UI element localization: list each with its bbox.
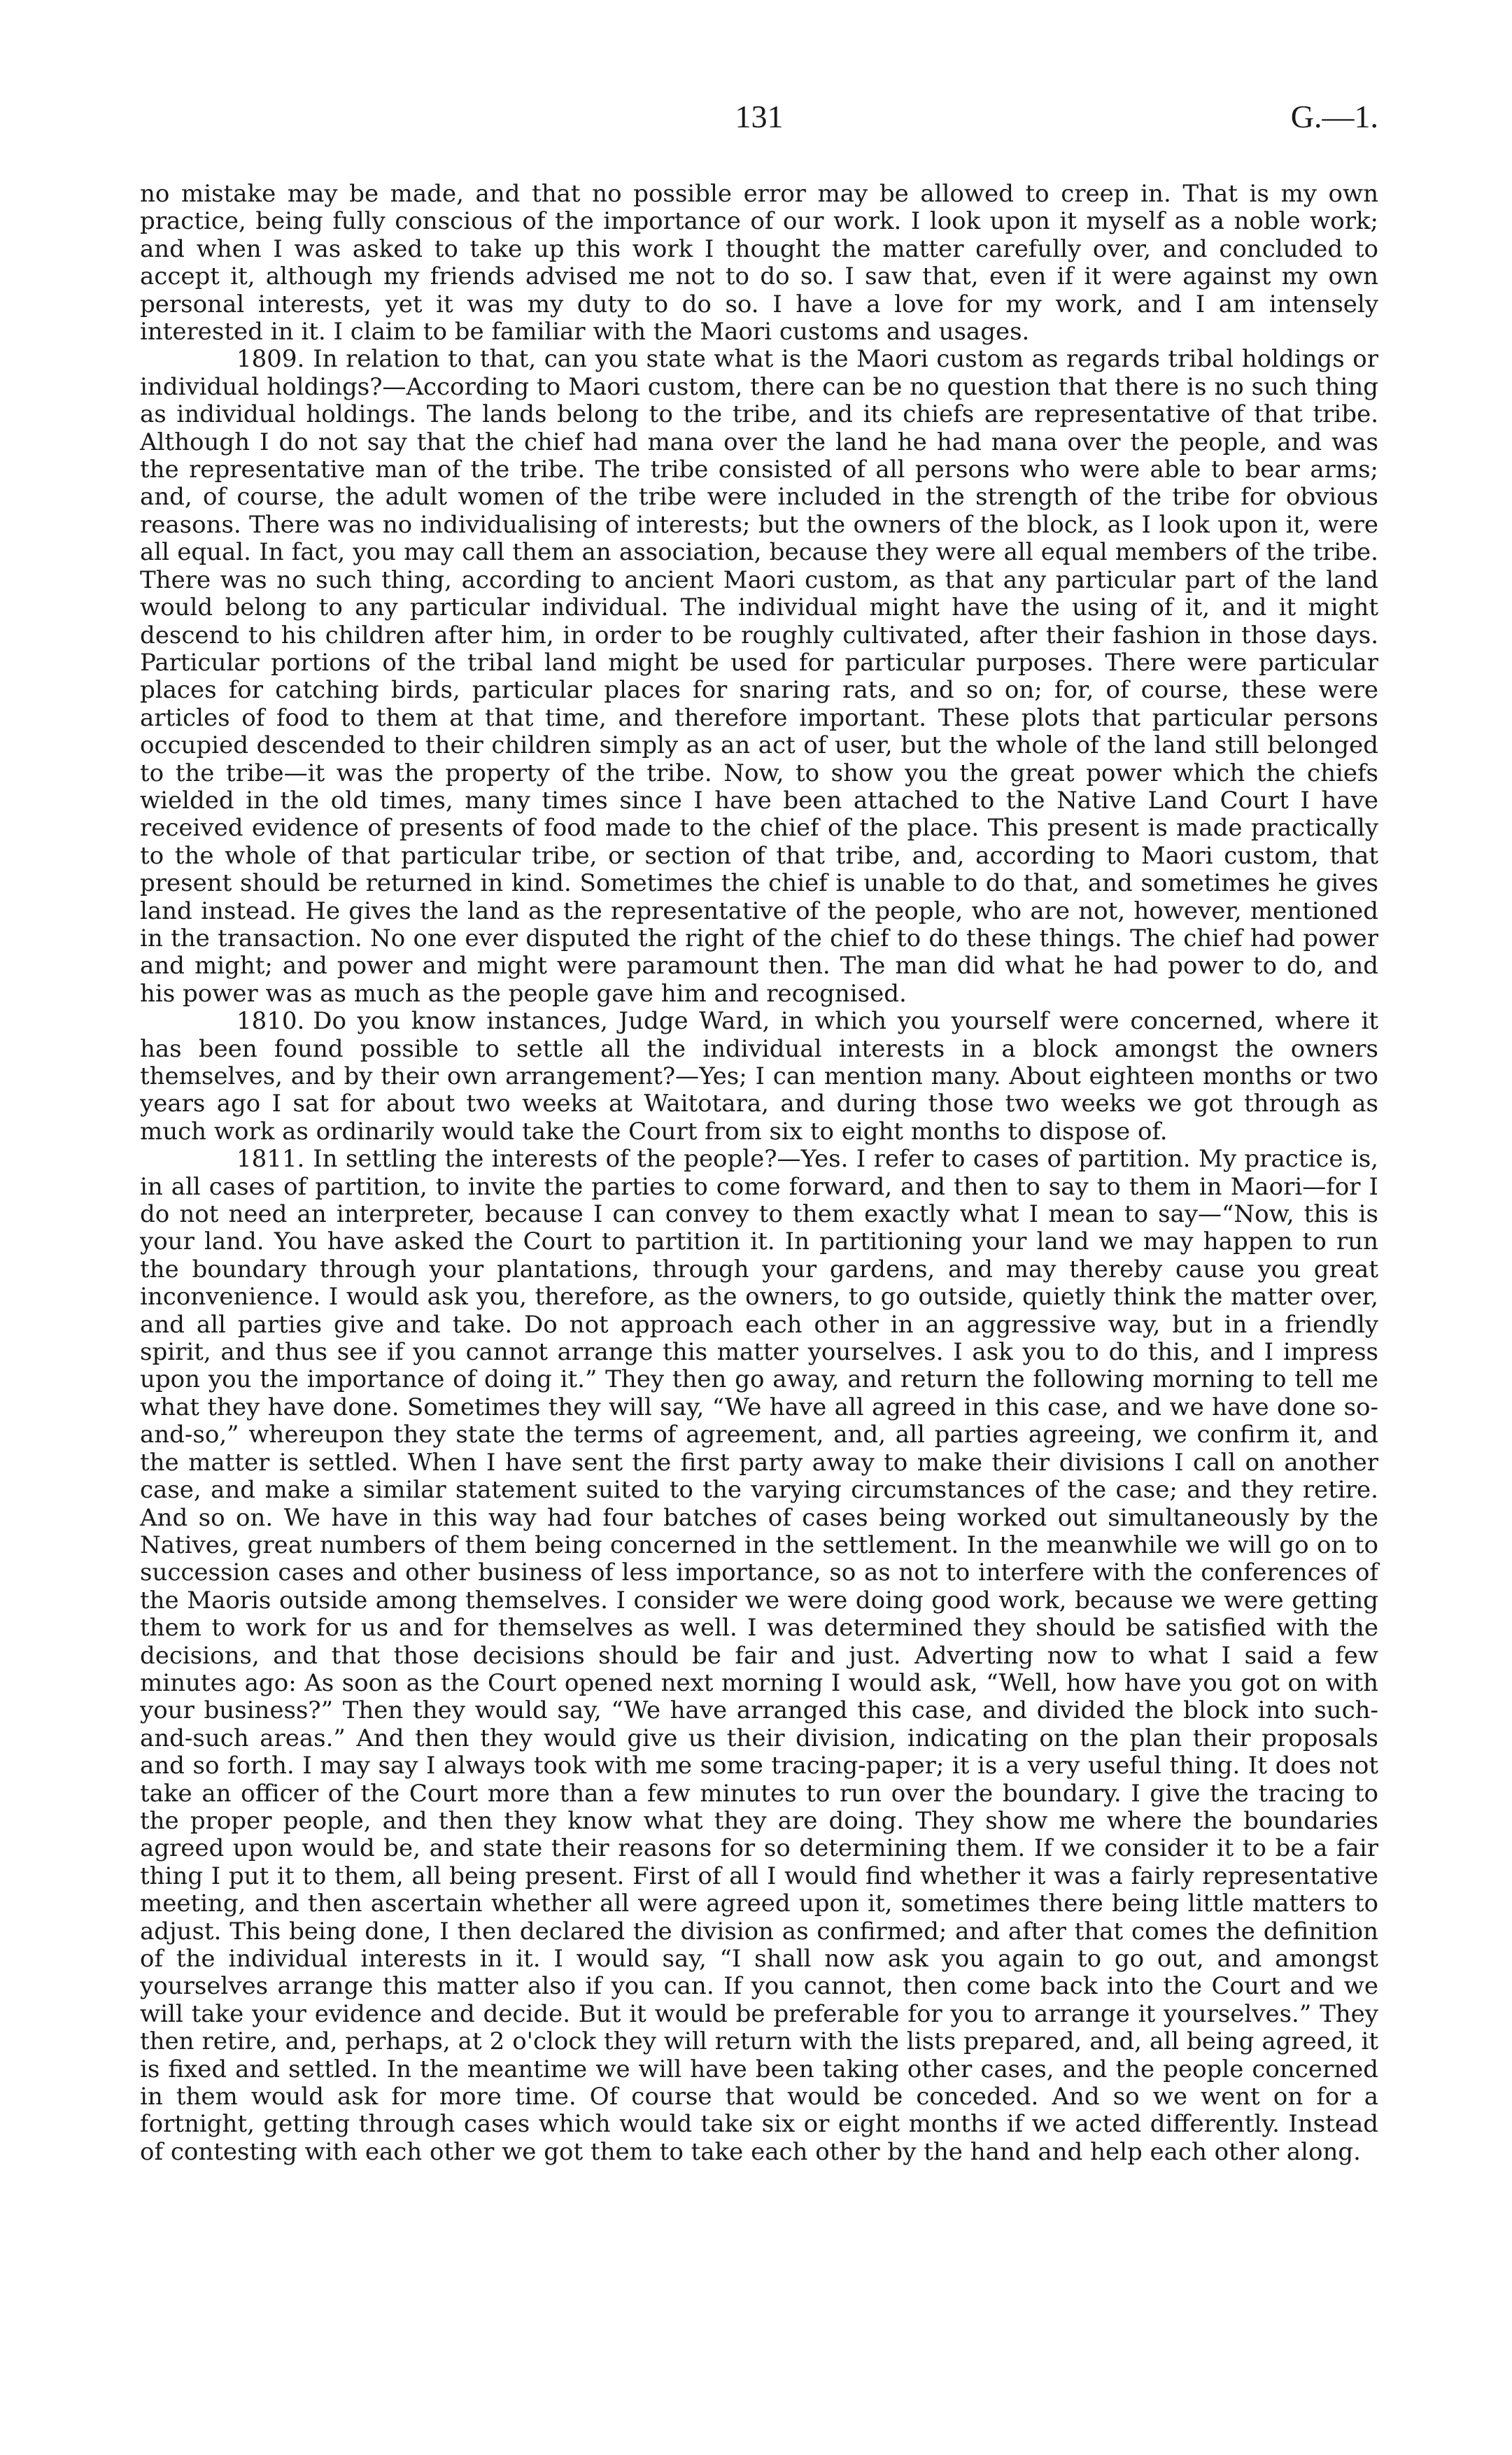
paragraph-continuation (140, 181, 1378, 346)
body-text (140, 181, 1378, 2166)
page-number: 131 (735, 99, 784, 134)
question-number: 1810. (236, 1007, 305, 1036)
paragraph-text: In relation to that, can you state what is the Maori custom as regards tribal holdings or individual holdings?—According to Maori custom, there can be no question that there is no such thing as individual holdings. The lands belong to the tribe, and its chiefs are representative of that tribe. Although I do not say that the chief had mana over the land he had mana over the people, and was the representative man of the tribe. The tribe consisted of all persons who were able to bear arms; and, of course, the adult women of the tribe were included in the strength of the tribe for obvious reasons. There was no individualising of interests; but the owners of the block, as I look upon it, were all equal. In fact, you may call them an association, because they were all equal members of the tribe. There was no such thing, according to ancient Maori custom, as that any particular part of the land would belong to any particular individual. The individual might have the using of it, and it might descend to his children after him, in order to be roughly cultivated, after their fashion in those days. Particular portions of the tribal land might be used for particular purposes. There were particular places for catching birds, particular places for snaring rats, and so on; for, of course, these were articles of food to them at that time, and therefore important. These plots that particular persons occupied descended to their children simply as an act of user, but the whole of the land still belonged to the tribe—it was the property of the tribe. Now, to show you the great power which the chiefs wielded in the old times, many times since I have been attached to the Native Land Court I have received evidence of presents of food made to the chief of the place. This present is made practically to the whole of that particular tribe, or section of that tribe, and, according to Maori custom, that present should be returned in kind. Sometimes the chief is unable to do that, and sometimes he gives land instead. He gives the land as the representative of the people, who are not, however, mentioned in the transaction. No one ever disputed the right of the chief to do these things. The chief had power and might; and power and might were paramount then. The man did what he had power to do, and his power was as much as the people gave him and recognised. (140, 345, 1378, 1008)
document-reference: G.—1. (1290, 99, 1378, 134)
paragraph-1810 (140, 1008, 1378, 1146)
page-header (140, 98, 1378, 154)
question-number: 1809. (236, 345, 305, 374)
paragraph-text: no mistake may be made, and that no possible error may be allowed to creep in. That is my own practice, being fully conscious of the importance of our work. I look upon it myself as a noble work; and when I was asked to take up this work I thought the matter carefully over, and concluded to accept it, although my friends advised me not to do so. I saw that, even if it were against my own personal interests, yet it was my duty to do so. I have a love for my work, and I am intensely interested in it. I claim to be familiar with the Maori customs and usages. (140, 180, 1378, 346)
paragraph-text: In settling the interests of the people?—Yes. I refer to cases of partition. My practice is, in all cases of partition, to invite the parties to come forward, and then to say to them in Maori—for I do not need an interpreter, because I can convey to them exactly what I mean to say—“Now, this is your land. You have asked the Court to partition it. In partitioning your land we may happen to run the boundary through your plantations, through your gardens, and may thereby cause you great inconvenience. I would ask you, therefore, as the owners, to go outside, quietly think the matter over, and all parties give and take. Do not approach each other in an aggressive way, but in a friendly spirit, and thus see if you cannot arrange this matter yourselves. I ask you to do this, and I impress upon you the importance of doing it.” They then go away, and return the following morning to tell me what they have done. Sometimes they will say, “We have all agreed in this case, and we have done so-and-so,” whereupon they state the terms of agreement, and, all parties agreeing, we confirm it, and the matter is settled. When I have sent the first party away to make their divisions I call on another case, and make a similar statement suited to the varying circumstances of the case; and they retire. And so on. We have in this way had four batches of cases being worked out simultaneously by the Natives, great numbers of them being concerned in the settlement. In the meanwhile we will go on to succession cases and other business of less importance, so as not to interfere with the conferences of the Maoris outside among themselves. I consider we were doing good work, because we were getting them to work for us and for themselves as well. I was determined they should be satisfied with the decisions, and that those decisions should be fair and just. Adverting now to what I said a few minutes ago: As soon as the Court opened next morning I would ask, “Well, how have you got on with your business?” Then they would say, “We have arranged this case, and divided the block into such-and-such areas.” And then they would give us their division, indicating on the plan their proposals and so forth. I may say I always took with me some tracing-paper; it is a very useful thing. It does not take an officer of the Court more than a few minutes to run over the boundary. I give the tracing to the proper people, and then they know what they are doing. They show me where the boundaries agreed upon would be, and state their reasons for so determining them. If we consider it to be a fair thing I put it to them, all being present. First of all I would find whether it was a fairly representative meeting, and then ascertain whether all were agreed upon it, sometimes there being little matters to adjust. This being done, I then declared the division as confirmed; and after that comes the definition of the individual interests in it. I would say, “I shall now ask you again to go out, and amongst yourselves arrange this matter also if you can. If you cannot, then come back into the Court and we will take your evidence and decide. But it would be preferable for you to arrange it yourselves.” They then retire, and, perhaps, at 2 o'clock they will return with the lists prepared, and, all being agreed, it is fixed and settled. In the meantime we will have been taking other cases, and the people concerned in them would ask for more time. Of course that would be conceded. And so we went on for a fortnight, getting through cases which would take six or eight months if we acted differently. Instead of contesting with each other we got them to take each other by the hand and help each other along. (140, 1145, 1378, 2166)
paragraph-1809 (140, 346, 1378, 1008)
question-number: 1811. (236, 1145, 305, 1174)
paragraph-text: Do you know instances, Judge Ward, in which you yourself were concerned, where it has been found possible to settle all the individual interests in a block amongst the owners themselves, and by their own arrangement?—Yes; I can mention many. About eighteen months or two years ago I sat for about two weeks at Waitotara, and during those two weeks we got through as much work as ordinarily would take the Court from six to eight months to dispose of. (140, 1007, 1378, 1146)
paragraph-1811 (140, 1146, 1378, 2166)
